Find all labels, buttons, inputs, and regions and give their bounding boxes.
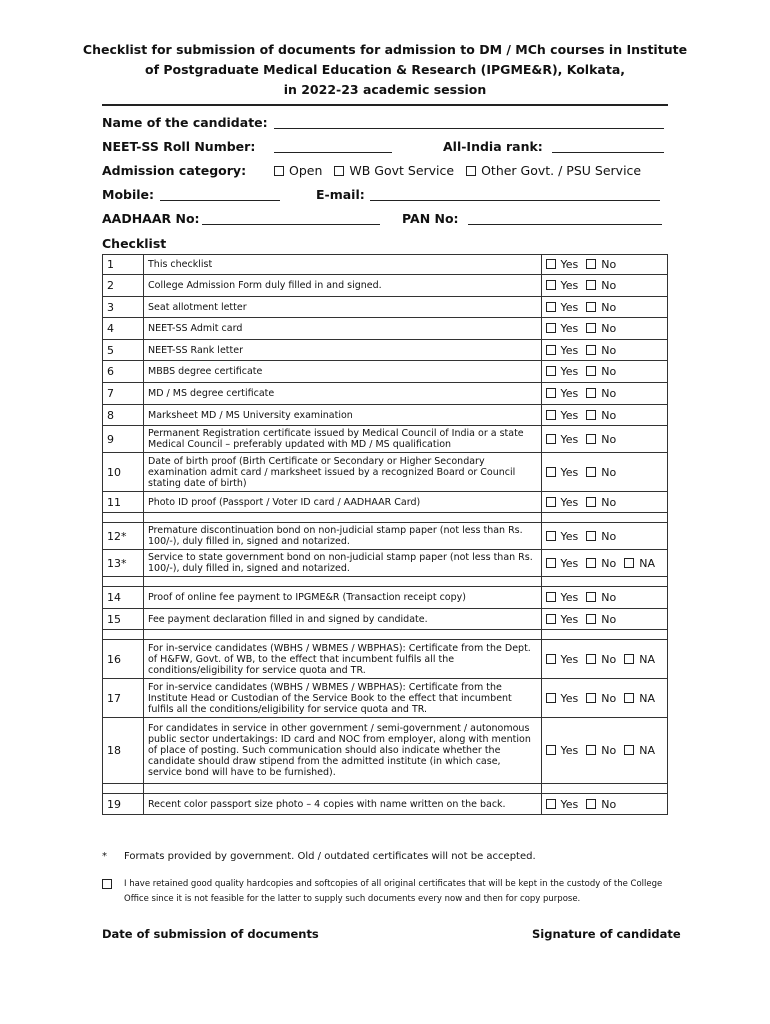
option-label: NA: [639, 744, 655, 757]
option-yes[interactable]: [546, 344, 579, 357]
signature-label: Signature of candidate: [532, 927, 681, 941]
item-number: 16: [103, 640, 144, 679]
table-row: [103, 550, 668, 577]
checkbox-icon[interactable]: [624, 745, 634, 755]
checkbox-icon[interactable]: [546, 410, 556, 420]
checkbox-icon[interactable]: [546, 259, 556, 269]
item-description: Recent color passport size photo – 4 copies with name written on the back.: [144, 794, 542, 815]
option-no[interactable]: [586, 496, 616, 509]
option-label: No: [601, 465, 617, 479]
option-label: Yes: [560, 465, 579, 479]
option-no[interactable]: [586, 591, 616, 604]
option-yes[interactable]: [546, 365, 579, 378]
option-label: No: [601, 432, 617, 446]
item-description: For candidates in service in other government / semi-government / autonomous public sector undertakings: ID card and NOC from employer, along with mention of place of posting. Such communication should also indicate whether the candidate should draw stipend from the admitted institute (in which case, service bond will have to be furnished).: [144, 718, 542, 784]
option-label: NA: [639, 691, 655, 705]
roll-label: NEET-SS Roll Number:: [102, 139, 256, 154]
item-description: MBBS degree certificate: [144, 361, 542, 383]
item-number: 11: [103, 492, 144, 513]
option-no[interactable]: [586, 557, 616, 570]
mobile-label: Mobile:: [102, 187, 155, 202]
option-yes[interactable]: [546, 301, 579, 314]
checkbox-icon[interactable]: [546, 497, 556, 507]
item-number: 4: [103, 318, 144, 340]
item-answer: [541, 383, 668, 405]
option-label: Yes: [560, 529, 579, 543]
table-row: [103, 523, 668, 550]
item-description: NEET-SS Admit card: [144, 318, 542, 340]
option-yes[interactable]: [546, 496, 579, 509]
item-description: For in-service candidates (WBHS / WBMES / WBPHAS): Certificate from the Dept. of H&FW, Govt. of WB, to the effect that incumbent fulfils all the conditions/eligibility for service quota and TR.: [144, 640, 542, 679]
table-row: [103, 340, 668, 361]
option-label: No: [601, 279, 617, 292]
roll-field[interactable]: [274, 152, 392, 153]
option-no[interactable]: [586, 653, 616, 666]
option-no[interactable]: [586, 322, 616, 335]
checkbox-icon[interactable]: [586, 467, 596, 477]
checkbox-icon[interactable]: [466, 166, 476, 176]
checkbox-icon[interactable]: [546, 654, 556, 664]
item-description: Date of birth proof (Birth Certificate or Secondary or Higher Secondary examination admit card / marksheet issued by a recognized Board or Council stating date of birth): [144, 453, 542, 492]
item-description: Permanent Registration certificate issued by Medical Council of India or a state Medical Council – preferably updated with MD / MS qualification: [144, 426, 542, 453]
spacer-cell: [144, 577, 542, 587]
option-no[interactable]: [586, 409, 616, 422]
item-answer: [541, 679, 668, 718]
option-label: Yes: [560, 495, 579, 509]
checkbox-icon[interactable]: [586, 614, 596, 624]
item-answer: [541, 426, 668, 453]
mobile-field[interactable]: [160, 200, 280, 201]
option-label: Yes: [560, 556, 579, 570]
checkbox-icon[interactable]: [586, 531, 596, 541]
item-answer: [541, 453, 668, 492]
option-label: No: [601, 258, 617, 271]
option-label: Yes: [560, 408, 579, 422]
item-number: 10: [103, 453, 144, 492]
option-no[interactable]: [586, 798, 616, 811]
option-yes[interactable]: [546, 557, 579, 570]
spacer-cell: [103, 513, 144, 523]
title-divider: [102, 104, 668, 106]
option-label: Yes: [560, 691, 579, 705]
option-yes[interactable]: [546, 653, 579, 666]
option-no[interactable]: [586, 692, 616, 705]
date-of-submission-label: Date of submission of documents: [102, 927, 319, 941]
item-number: 12*: [103, 523, 144, 550]
checkbox-icon[interactable]: [546, 592, 556, 602]
option-label: Yes: [560, 343, 579, 357]
table-row: [103, 255, 668, 275]
checkbox-icon[interactable]: [546, 745, 556, 755]
checkbox-icon[interactable]: [586, 345, 596, 355]
option-label: Yes: [560, 365, 579, 378]
checkbox-icon[interactable]: [586, 592, 596, 602]
spacer-cell: [541, 784, 668, 794]
item-number: 6: [103, 361, 144, 383]
document-title: [80, 40, 690, 100]
checklist-body: [103, 255, 668, 815]
option-label: Yes: [560, 797, 579, 811]
checkbox-icon[interactable]: [586, 280, 596, 290]
item-answer: [541, 361, 668, 383]
item-answer: [541, 523, 668, 550]
checkbox-icon[interactable]: [334, 166, 344, 176]
item-answer: [541, 640, 668, 679]
pan-label: PAN No:: [402, 211, 459, 226]
checkbox-icon[interactable]: [546, 799, 556, 809]
checkbox-icon[interactable]: [546, 388, 556, 398]
option-no[interactable]: [586, 387, 616, 400]
table-row: [103, 609, 668, 630]
item-number: 5: [103, 340, 144, 361]
checkbox-icon[interactable]: [624, 693, 634, 703]
item-description: Marksheet MD / MS University examination: [144, 405, 542, 426]
option-no[interactable]: [586, 466, 616, 479]
item-description: Seat allotment letter: [144, 297, 542, 318]
checklist-table: [102, 254, 668, 815]
option-yes[interactable]: [546, 409, 579, 422]
option-label: Yes: [560, 322, 579, 335]
option-label: No: [601, 322, 617, 335]
option-na[interactable]: [624, 653, 655, 666]
item-answer: [541, 297, 668, 318]
item-number: 9: [103, 426, 144, 453]
declaration-line-1: I have retained good quality hardcopies and softcopies of all original certificates that will be kept in the custody of the College: [124, 879, 663, 889]
item-description: This checklist: [144, 255, 542, 275]
item-number: 13*: [103, 550, 144, 577]
checkbox-icon[interactable]: [546, 280, 556, 290]
table-row: [103, 640, 668, 679]
aadhaar-field[interactable]: [202, 224, 380, 225]
option-no[interactable]: [586, 613, 616, 626]
option-yes[interactable]: [546, 744, 579, 757]
item-number: 1: [103, 255, 144, 275]
checkbox-icon[interactable]: [586, 693, 596, 703]
table-row: [103, 718, 668, 784]
item-description: NEET-SS Rank letter: [144, 340, 542, 361]
checkbox-icon[interactable]: [624, 558, 634, 568]
title-line-1: Checklist for submission of documents for admission to DM / MCh courses in Institute: [82, 42, 688, 57]
item-description: Service to state government bond on non-judicial stamp paper (not less than Rs. 100/-), duly filled in, signed and notarized.: [144, 550, 542, 577]
spacer-cell: [541, 513, 668, 523]
option-label: No: [601, 556, 617, 570]
option-label: Yes: [560, 279, 579, 292]
item-answer: [541, 405, 668, 426]
option-yes[interactable]: [546, 613, 579, 626]
rank-label: All-India rank:: [443, 139, 543, 154]
item-answer: [541, 550, 668, 577]
item-answer: [541, 340, 668, 361]
spacer-cell: [103, 630, 144, 640]
option-label: Yes: [560, 258, 579, 271]
checkbox-icon[interactable]: [586, 745, 596, 755]
table-row: [103, 297, 668, 318]
option-no[interactable]: [586, 365, 616, 378]
option-label: No: [601, 691, 617, 705]
table-row: [103, 587, 668, 609]
option-yes[interactable]: [546, 433, 579, 446]
item-number: 2: [103, 275, 144, 297]
item-number: 8: [103, 405, 144, 426]
item-description: Proof of online fee payment to IPGME&R (Transaction receipt copy): [144, 587, 542, 609]
spacer-cell: [144, 513, 542, 523]
table-row: [103, 492, 668, 513]
item-number: 18: [103, 718, 144, 784]
option-yes[interactable]: [546, 322, 579, 335]
option-na[interactable]: [624, 557, 655, 570]
checkbox-icon[interactable]: [546, 693, 556, 703]
checkbox-icon[interactable]: [624, 654, 634, 664]
spacer-cell: [103, 784, 144, 794]
option-label: NA: [639, 652, 655, 666]
table-row: [103, 361, 668, 383]
option-yes[interactable]: [546, 692, 579, 705]
option-label: Yes: [560, 591, 579, 604]
option-label: Yes: [560, 652, 579, 666]
footnote-mark: *: [102, 851, 107, 862]
table-row: [103, 679, 668, 718]
option-yes[interactable]: [546, 798, 579, 811]
item-number: 3: [103, 297, 144, 318]
item-answer: [541, 794, 668, 815]
checkbox-icon[interactable]: [586, 323, 596, 333]
category-wb-govt-option[interactable]: WB Govt Service: [334, 163, 454, 178]
spacer-row: [103, 784, 668, 794]
checkbox-icon[interactable]: [546, 614, 556, 624]
checkbox-icon[interactable]: [586, 497, 596, 507]
declaration-checkbox-icon[interactable]: [102, 879, 112, 889]
item-answer: [541, 492, 668, 513]
option-label: No: [601, 365, 617, 378]
item-number: 7: [103, 383, 144, 405]
option-no[interactable]: [586, 279, 616, 292]
option-label: NA: [639, 556, 655, 570]
option-label: No: [601, 612, 617, 626]
checkbox-icon[interactable]: [586, 259, 596, 269]
item-answer: [541, 718, 668, 784]
option-label: Yes: [560, 387, 579, 400]
option-na[interactable]: [624, 692, 655, 705]
checkbox-icon[interactable]: [586, 558, 596, 568]
option-no[interactable]: [586, 744, 616, 757]
email-label: E-mail:: [316, 187, 365, 202]
option-no[interactable]: [586, 344, 616, 357]
option-yes[interactable]: [546, 387, 579, 400]
item-description: Premature discontinuation bond on non-judicial stamp paper (not less than Rs. 100/-), duly filled in, signed and notarized.: [144, 523, 542, 550]
option-label: Yes: [560, 744, 579, 757]
checkbox-icon[interactable]: [546, 345, 556, 355]
option-yes[interactable]: [546, 530, 579, 543]
table-row: [103, 318, 668, 340]
checkbox-icon[interactable]: [546, 531, 556, 541]
item-description: College Admission Form duly filled in and signed.: [144, 275, 542, 297]
checkbox-icon[interactable]: [546, 558, 556, 568]
option-yes[interactable]: [546, 466, 579, 479]
checkbox-icon[interactable]: [586, 410, 596, 420]
option-no[interactable]: [586, 530, 616, 543]
checkbox-icon[interactable]: [546, 323, 556, 333]
item-answer: [541, 587, 668, 609]
rank-field[interactable]: [552, 152, 664, 153]
option-label: No: [601, 591, 617, 604]
spacer-cell: [541, 630, 668, 640]
pan-field[interactable]: [468, 224, 662, 225]
checkbox-icon[interactable]: [586, 388, 596, 398]
option-label: Yes: [560, 612, 579, 626]
item-description: Photo ID proof (Passport / Voter ID card / AADHAAR Card): [144, 492, 542, 513]
option-label: No: [601, 744, 617, 757]
checkbox-icon[interactable]: [586, 302, 596, 312]
option-label: No: [601, 343, 617, 357]
item-answer: [541, 609, 668, 630]
checkbox-icon[interactable]: [586, 366, 596, 376]
table-row: [103, 275, 668, 297]
spacer-cell: [541, 577, 668, 587]
spacer-cell: [144, 784, 542, 794]
option-label: No: [601, 408, 617, 422]
item-answer: [541, 255, 668, 275]
option-na[interactable]: [624, 744, 655, 757]
declaration-text: [124, 877, 668, 907]
option-label: No: [601, 652, 617, 666]
option-yes[interactable]: [546, 258, 579, 271]
checkbox-icon[interactable]: [546, 366, 556, 376]
table-row: [103, 453, 668, 492]
item-answer: [541, 275, 668, 297]
option-label: No: [601, 529, 617, 543]
item-description: For in-service candidates (WBHS / WBMES / WBPHAS): Certificate from the Institute Head or Custodian of the Service Book to the effect that incumbent fulfils all the conditions/eligibility for service quota and TR.: [144, 679, 542, 718]
table-row: [103, 405, 668, 426]
checkbox-icon[interactable]: [546, 467, 556, 477]
item-number: 15: [103, 609, 144, 630]
category-other-govt-option[interactable]: Other Govt. / PSU Service: [466, 163, 641, 178]
spacer-cell: [144, 630, 542, 640]
option-label: Yes: [560, 432, 579, 446]
declaration-line-2: Office since it is not feasible for the latter to supply such documents every now and then for copy purpose.: [124, 894, 581, 904]
checklist-heading: Checklist: [102, 236, 167, 251]
item-number: 17: [103, 679, 144, 718]
item-number: 14: [103, 587, 144, 609]
spacer-row: [103, 577, 668, 587]
checkbox-icon[interactable]: [274, 166, 284, 176]
option-no[interactable]: [586, 258, 616, 271]
checkbox-icon[interactable]: [586, 799, 596, 809]
email-field[interactable]: [370, 200, 660, 201]
checkbox-icon[interactable]: [546, 434, 556, 444]
name-field[interactable]: [274, 128, 664, 129]
aadhaar-label: AADHAAR No:: [102, 211, 200, 226]
option-yes[interactable]: [546, 591, 579, 604]
title-line-3: in 2022-23 academic session: [283, 82, 487, 97]
item-description: MD / MS degree certificate: [144, 383, 542, 405]
option-no[interactable]: [586, 301, 616, 314]
footnote-text: Formats provided by government. Old / outdated certificates will not be accepted.: [124, 851, 536, 862]
option-label: No: [601, 387, 617, 400]
name-label: Name of the candidate:: [102, 115, 268, 130]
spacer-cell: [103, 577, 144, 587]
table-row: [103, 383, 668, 405]
table-row: [103, 794, 668, 815]
option-label: No: [601, 300, 617, 314]
option-label: No: [601, 797, 617, 811]
title-line-2: of Postgraduate Medical Education & Research (IPGME&R), Kolkata,: [144, 62, 626, 77]
item-answer: [541, 318, 668, 340]
category-label: Admission category:: [102, 163, 247, 178]
item-description: Fee payment declaration filled in and signed by candidate.: [144, 609, 542, 630]
checkbox-icon[interactable]: [586, 654, 596, 664]
checkbox-icon[interactable]: [586, 434, 596, 444]
option-no[interactable]: [586, 433, 616, 446]
item-number: 19: [103, 794, 144, 815]
option-label: Yes: [560, 300, 579, 314]
spacer-row: [103, 630, 668, 640]
checkbox-icon[interactable]: [546, 302, 556, 312]
category-options: [274, 163, 649, 178]
category-open-option[interactable]: Open: [274, 163, 322, 178]
option-yes[interactable]: [546, 279, 579, 292]
table-row: [103, 426, 668, 453]
spacer-row: [103, 513, 668, 523]
option-label: No: [601, 495, 617, 509]
